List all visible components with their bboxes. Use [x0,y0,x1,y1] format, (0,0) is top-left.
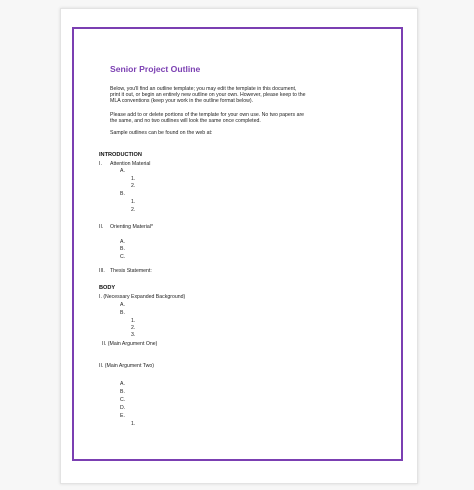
outline-label: 2. [131,183,136,189]
outline-item: Attention Material [110,161,151,167]
introduction-heading: INTRODUCTION [99,152,142,158]
outline-label: I. [99,161,102,167]
intro-line-2: print it out, or begin an entirely new outline on your own. However, please keep to the [110,92,306,98]
outline-label: III. [99,268,105,274]
outline-label: D. [120,405,126,411]
outline-label: A. [120,239,125,245]
outline-label: 1. [131,176,136,182]
outline-label: 2. [131,325,136,331]
outline-label: C. [120,254,126,260]
outline-label: A. [120,302,125,308]
intro-line-5: the same, and no two outlines will look the same once completed. [110,118,261,124]
outline-label: 1. [131,199,136,205]
outline-label: 3. [131,332,136,338]
outline-item: II. (Main Argument Two) [99,363,154,369]
intro-line-3: MLA conventions (keep your work in the outline format below). [110,98,254,104]
outline-label: B. [120,246,125,252]
outline-label: B. [120,310,125,316]
outline-label: 1. [131,421,136,427]
outline-item: Orienting Material* [110,224,153,230]
outline-label: 2. [131,207,136,213]
outline-label: A. [120,381,125,387]
outline-item: I. (Necessary Expanded Background) [99,294,186,300]
outline-label: E. [120,413,125,419]
outline-label: 1. [131,318,136,324]
intro-line-6: Sample outlines can be found on the web at: [110,130,213,136]
document-title: Senior Project Outline [110,64,201,74]
intro-line-4: Please add to or delete portions of the template for your own use. No two papers are [110,112,305,118]
intro-line-1: Below, you'll find an outline template; you may edit the template in this document, [110,86,297,92]
outline-label: C. [120,397,126,403]
body-heading: BODY [99,285,116,291]
outline-label: A. [120,168,125,174]
outline-label: II. [99,224,104,230]
outline-label: B. [120,191,125,197]
outline-label: B. [120,389,125,395]
outline-item: II. (Main Argument One) [102,341,158,347]
outline-item: Thesis Statement: [110,268,152,274]
